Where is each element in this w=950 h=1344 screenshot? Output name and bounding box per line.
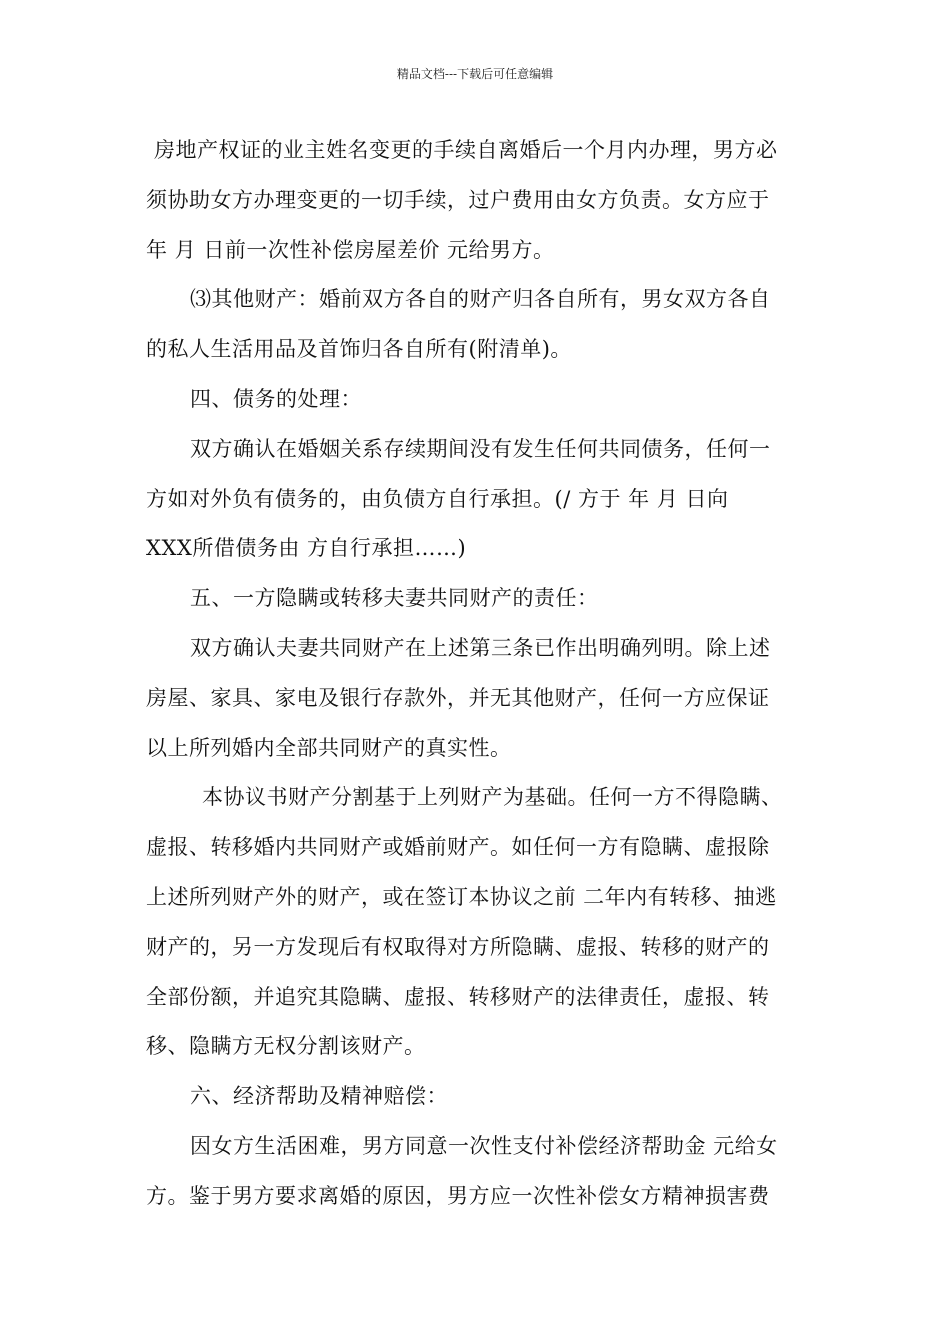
paragraph-line: 方。鉴于男方要求离婚的原因，男方应一次性补偿女方精神损害费 [146, 1183, 770, 1208]
paragraph-line: 方如对外负有债务的，由负债方自行承担。(/ 方于 年 月 日向 [146, 486, 729, 511]
page-header: 精品文档---下载后可任意编辑 [396, 67, 554, 81]
section-heading: 六、经济帮助及精神赔偿： [190, 1084, 448, 1109]
paragraph-line: XXX所借债务由 方自行承担……) [146, 536, 467, 561]
paragraph-line: 房屋、家具、家电及银行存款外，并无其他财产，任何一方应保证 [146, 685, 770, 710]
paragraph-line: 房地产权证的业主姓名变更的手续自离婚后一个月内办理，男方必 [154, 138, 778, 162]
paragraph-line: 的私人生活用品及首饰归各自所有(附清单)。 [146, 337, 572, 362]
paragraph-line: 双方确认在婚姻关系存续期间没有发生任何共同债务，任何一 [190, 436, 771, 461]
paragraph-line: 财产的，另一方发现后有权取得对方所隐瞒、虚报、转移的财产的 [146, 934, 770, 959]
section-heading: 四、债务的处理： [190, 386, 362, 411]
paragraph-line: 全部份额，并追究其隐瞒、虚报、转移财产的法律责任，虚报、转 [146, 984, 770, 1009]
paragraph-line: 年 月 日前一次性补偿房屋差价 元给男方。 [146, 237, 555, 262]
paragraph-line: ⑶其他财产：婚前双方各自的财产归各自所有，男女双方各自 [190, 287, 771, 312]
paragraph-line: 须协助女方办理变更的一切手续，过户费用由女方负责。女方应于 [146, 187, 770, 212]
section-heading: 五、一方隐瞒或转移夫妻共同财产的责任： [190, 586, 599, 611]
paragraph-line: 双方确认夫妻共同财产在上述第三条已作出明确列明。除上述 [190, 635, 771, 660]
document-body [146, 126, 806, 1222]
paragraph-line: 上述所列财产外的财产，或在签订本协议之前 二年内有转移、抽逃 [146, 884, 777, 909]
paragraph-line: 因女方生活困难，男方同意一次性支付补偿经济帮助金 元给女 [190, 1133, 778, 1158]
paragraph-line: 本协议书财产分割基于上列财产为基础。任何一方不得隐瞒、 [202, 785, 783, 810]
paragraph-line: 移、隐瞒方无权分割该财产。 [146, 1034, 426, 1059]
paragraph-line: 虚报、转移婚内共同财产或婚前财产。如任何一方有隐瞒、虚报除 [146, 835, 770, 860]
paragraph-line: 以上所列婚内全部共同财产的真实性。 [146, 735, 512, 760]
